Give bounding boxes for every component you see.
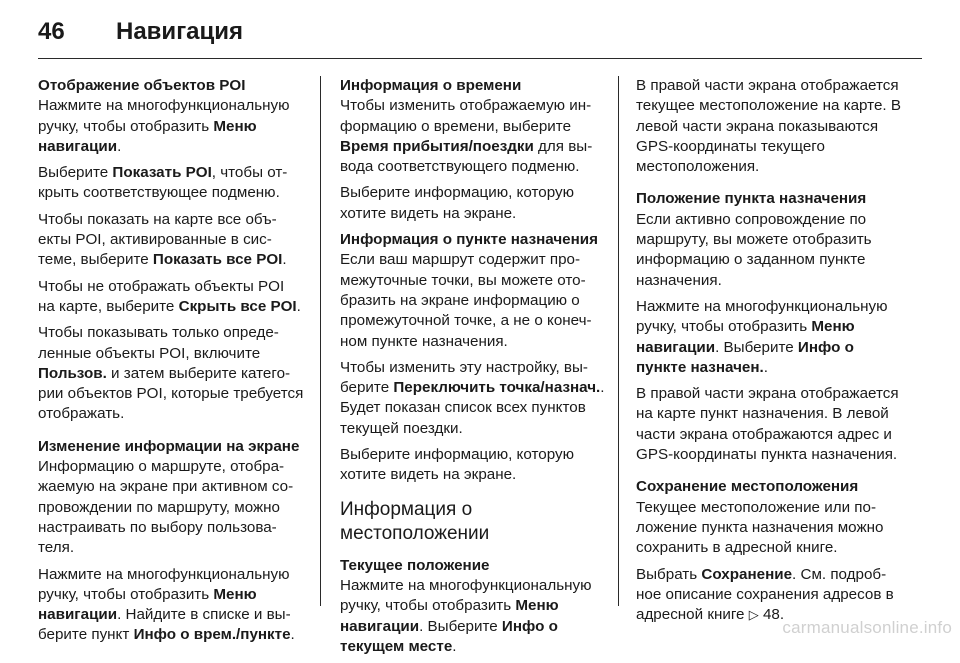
text: Чтобы показать на карте все объекты POI, активированные в системе, выберите <box>38 210 277 269</box>
text: Чтобы показывать только определенные объекты POI, включите <box>38 324 279 362</box>
column-divider <box>618 76 619 606</box>
section-heading: Информация о времени <box>340 77 522 94</box>
text: . <box>117 137 122 155</box>
column-3 <box>636 76 906 631</box>
menu-reference: Скрыть все POI <box>178 297 297 315</box>
text: Чтобы изменить отображаемую информацию о времени, выберите <box>340 97 592 135</box>
paragraph <box>38 565 304 646</box>
text: Нажмите на многофункциональную ручку, чтобы отобразить <box>340 576 592 615</box>
menu-reference: Инфо о пункте назначен. <box>636 338 854 376</box>
text: Чтобы не отображать объекты POI на карте, выберите <box>38 277 285 315</box>
paragraph <box>636 297 906 378</box>
menu-reference: Пользов. <box>38 364 107 382</box>
text: . <box>296 297 301 315</box>
paragraph: Выберите информацию, которую хотите видеть на экране. <box>340 184 574 222</box>
column-1 <box>38 76 304 652</box>
paragraph <box>340 576 606 657</box>
page-number: 46 <box>38 18 65 45</box>
menu-reference: Показать все POI <box>152 251 283 269</box>
section-heading: Положение пункта назначения <box>636 190 867 208</box>
watermark: carmanualsonline.info <box>782 618 952 637</box>
menu-reference: Показать POI <box>112 164 212 182</box>
text: и затем выберите категории объектов POI, которые требуется отображать. <box>38 364 304 423</box>
header-rule <box>38 58 922 59</box>
menu-reference: Инфо о текущем месте <box>340 617 558 655</box>
paragraph <box>38 277 304 318</box>
subsection-title: Информация о местоположении <box>340 498 490 544</box>
paragraph: В правой части экрана отображается текущее местоположение на карте. В левой части экрана показываются GPS-координаты текущего местоположения. <box>636 77 901 176</box>
paragraph: Если активно сопровождение по маршруту, вы можете отобразить информацию о заданном пункте назначения. <box>636 210 872 289</box>
section-heading: Отображение объектов POI <box>38 77 246 94</box>
page-reference-arrow-icon: ▷ <box>748 607 759 623</box>
menu-reference: Сохранение <box>701 565 793 583</box>
text: Нажмите на многофункциональную ручку, чтобы отобразить <box>38 565 290 603</box>
paragraph <box>340 358 606 439</box>
section-heading: Изменение информации на экране <box>38 437 300 455</box>
text: Выбрать <box>636 565 702 583</box>
text: . См. подробное описание сохранения адресов в адресной книге <box>636 565 894 624</box>
text: , чтобы открыть соответствующее подменю. <box>38 164 288 202</box>
paragraph <box>340 96 606 177</box>
text: . Найдите в списке и выберите пункт <box>38 606 291 644</box>
paragraph: Выберите информацию, которую хотите видеть на экране. <box>340 446 574 484</box>
menu-reference: Меню навигации <box>38 117 257 155</box>
column-2 <box>340 76 606 663</box>
paragraph: В правой части экрана отображается на карте пункт назначения. В левой части экрана отображаются адрес и GPS-координаты пункта назначения. <box>636 385 899 464</box>
section-heading: Информация о пункте назначения <box>340 231 598 249</box>
menu-reference: Время прибытия/поездки <box>340 137 534 155</box>
paragraph: Если ваш маршрут содержит промежуточные точки, вы можете отобразить на экране информацию о промежуточной точке, а не о конечном пункте назначения. <box>340 251 592 350</box>
text: . Выберите <box>419 617 502 635</box>
column-divider <box>320 76 321 606</box>
text: . <box>282 251 287 269</box>
text: Выберите <box>38 164 113 182</box>
section-heading: Текущее положение <box>340 556 490 574</box>
paragraph: Информацию о маршруте, отображаемую на экране при активном сопровождении по маршруту, можно настраивать по выбору пользователя. <box>38 458 294 557</box>
paragraph <box>38 96 304 157</box>
text: . <box>779 606 785 624</box>
paragraph <box>38 323 304 424</box>
section-heading: Сохранение местоположения <box>636 478 859 496</box>
text: Нажмите на многофункциональную ручку, чтобы отобразить <box>636 297 888 336</box>
menu-reference: Инфо о врем./пункте <box>133 626 291 644</box>
page-header <box>38 18 243 50</box>
paragraph <box>636 565 906 626</box>
paragraph <box>38 210 304 271</box>
paragraph <box>38 163 304 204</box>
chapter-title: Навигация <box>116 18 244 45</box>
text: Чтобы изменить эту настройку, выберите <box>340 358 588 397</box>
text: . <box>452 637 457 655</box>
menu-reference: Меню навигации <box>636 318 855 356</box>
menu-reference: Меню навигации <box>38 585 257 624</box>
text: . <box>763 358 768 376</box>
page-reference-link[interactable]: 48 <box>762 606 780 624</box>
text: . Будет показан список всех пунктов текущей поездки. <box>340 379 605 437</box>
paragraph: Текущее местоположение или положение пункта назначения можно сохранить в адресной книге. <box>636 498 884 557</box>
text: . <box>290 626 295 644</box>
text: для вывода соответствующего подменю. <box>340 137 593 176</box>
menu-reference: Переключить точка/назнач. <box>393 379 601 397</box>
menu-reference: Меню навигации <box>340 597 559 635</box>
text: Нажмите на многофункциональную ручку, чтобы отобразить <box>38 97 290 135</box>
text: . Выберите <box>715 338 798 356</box>
